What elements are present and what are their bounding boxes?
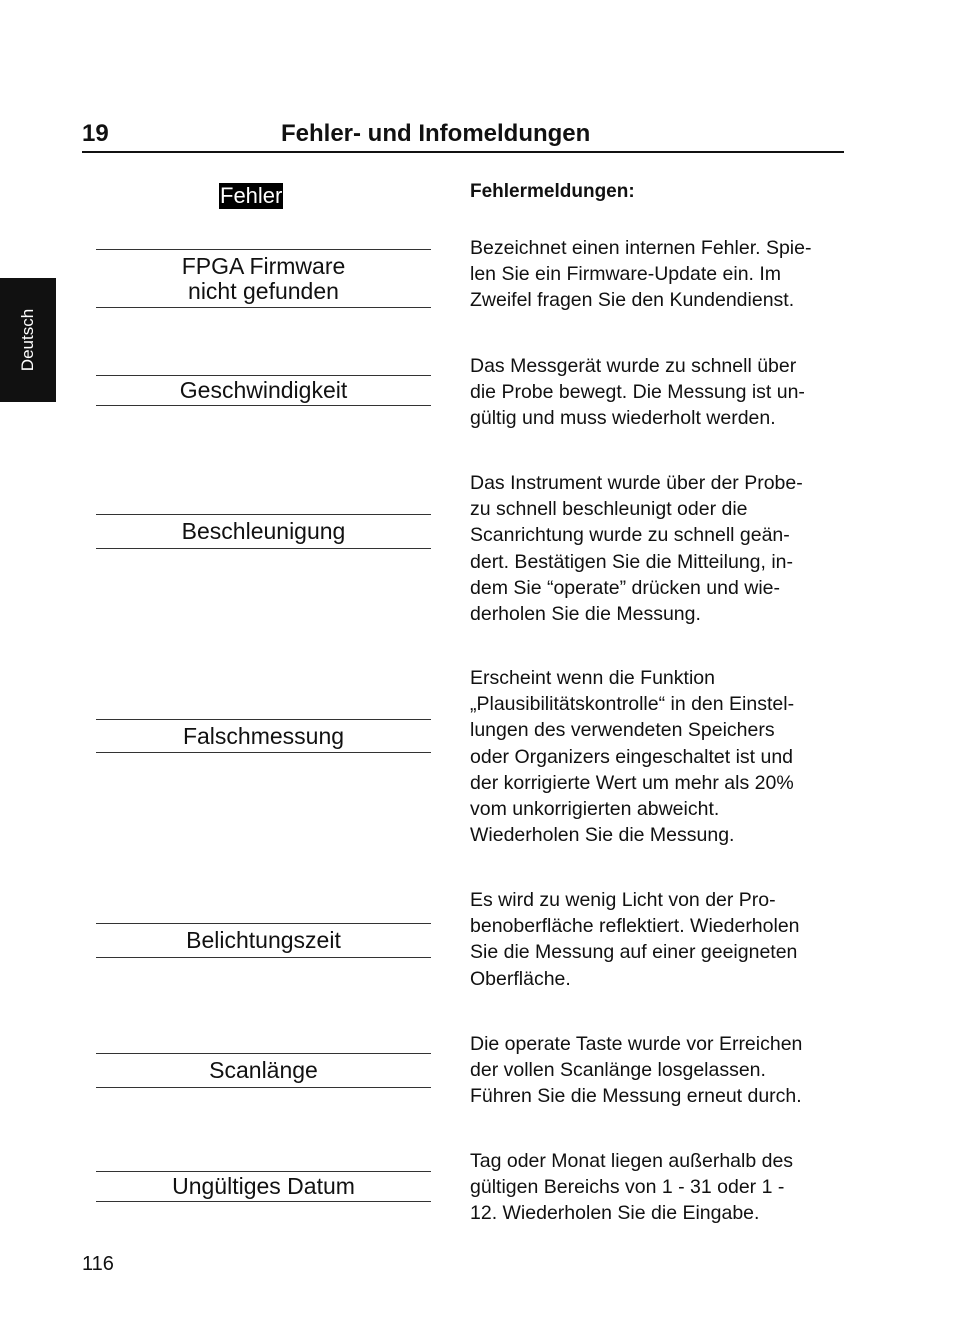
description-line: derholen Sie die Messung. (470, 603, 701, 626)
description-line: Tag oder Monat liegen außerhalb des (470, 1150, 794, 1172)
screen-line: FPGA Firmware (181, 252, 346, 279)
language-tab-label: Deutsch (18, 308, 37, 372)
error-description-exposure-time (470, 887, 850, 992)
description-line: Oberfläche. (470, 967, 571, 990)
error-screen-false-measurement (96, 719, 431, 753)
description-line: Das Instrument wurde über der Probe- (470, 472, 803, 494)
error-screen-exposure-time (96, 923, 431, 958)
description-line: Zweifel fragen Sie den Kundendienst. (470, 289, 795, 312)
description-line: Scanrichtung wurde zu schnell geän- (470, 524, 790, 547)
error-messages-heading: Fehlermeldungen: (470, 181, 635, 202)
description-line: gültig und muss wiederholt werden. (470, 407, 776, 430)
error-description-acceleration (470, 470, 850, 627)
description-line: zu schnell beschleunigt oder die (470, 498, 748, 521)
chapter-number: 19 (82, 120, 109, 147)
description-line: benoberfläche reflektiert. Wiederholen (470, 915, 800, 938)
error-screen-invalid-date (96, 1171, 431, 1202)
description-line: oder Organizers eingeschaltet ist und (470, 745, 794, 768)
error-screen-fpga (96, 249, 431, 308)
screen-line: Ungültiges Datum (172, 1173, 355, 1199)
description-line: dem Sie “operate” drücken und wie- (470, 576, 780, 599)
description-line: die Probe bewegt. Die Messung ist un- (470, 381, 805, 404)
description-line: Erscheint wenn die Funktion (470, 667, 715, 689)
screen-line: Beschleunigung (181, 518, 346, 544)
screen-line: nicht gefunden (188, 277, 339, 304)
error-screen-acceleration (96, 514, 431, 549)
error-column-header: Fehler (220, 183, 283, 208)
screen-line: Falschmessung (182, 722, 345, 749)
description-line: lungen des verwendeten Speichers (470, 719, 775, 742)
error-description-scan-length (470, 1031, 850, 1110)
description-line: Es wird zu wenig Licht von der Pro- (470, 889, 776, 911)
error-description-fpga (470, 235, 850, 314)
screen-line: Belichtungszeit (186, 927, 341, 953)
error-description-false-measurement (470, 665, 850, 848)
description-line: Wiederholen Sie die Messung. (470, 824, 735, 847)
description-line: der korrigierte Wert um mehr als 20% (470, 771, 794, 794)
description-line: Die operate Taste wurde vor Erreichen (470, 1033, 803, 1055)
screen-line: Scanlänge (209, 1057, 318, 1083)
language-tab (0, 278, 56, 402)
description-line: dert. Bestätigen Sie die Mitteilung, in- (470, 550, 794, 573)
description-line: Bezeichnet einen internen Fehler. Spie- (470, 237, 812, 259)
description-line: vom unkorrigierten abweicht. (470, 798, 720, 821)
screen-line: Geschwindigkeit (179, 377, 348, 403)
page-number: 116 (82, 1253, 114, 1275)
error-screen-scan-length (96, 1053, 431, 1088)
error-description-speed (470, 353, 850, 432)
description-line: Führen Sie die Messung erneut durch. (470, 1085, 802, 1108)
description-line: Sie die Messung auf einer geeigneten (470, 941, 798, 964)
description-line: 12. Wiederholen Sie die Eingabe. (470, 1202, 760, 1225)
description-line: gültigen Bereichs von 1 - 31 oder 1 - (470, 1176, 785, 1199)
error-screen-speed (96, 375, 431, 406)
chapter-title: Fehler- und Infomeldungen (281, 120, 591, 147)
error-description-invalid-date (470, 1148, 850, 1227)
header-rule (82, 151, 844, 153)
description-line: der vollen Scanlänge losgelassen. (470, 1059, 766, 1082)
description-line: „Plausibilitätskontrolle“ in den Einstel- (470, 693, 795, 716)
description-line: len Sie ein Firmware-Update ein. Im (470, 263, 782, 286)
description-line: Das Messgerät wurde zu schnell über (470, 355, 797, 377)
